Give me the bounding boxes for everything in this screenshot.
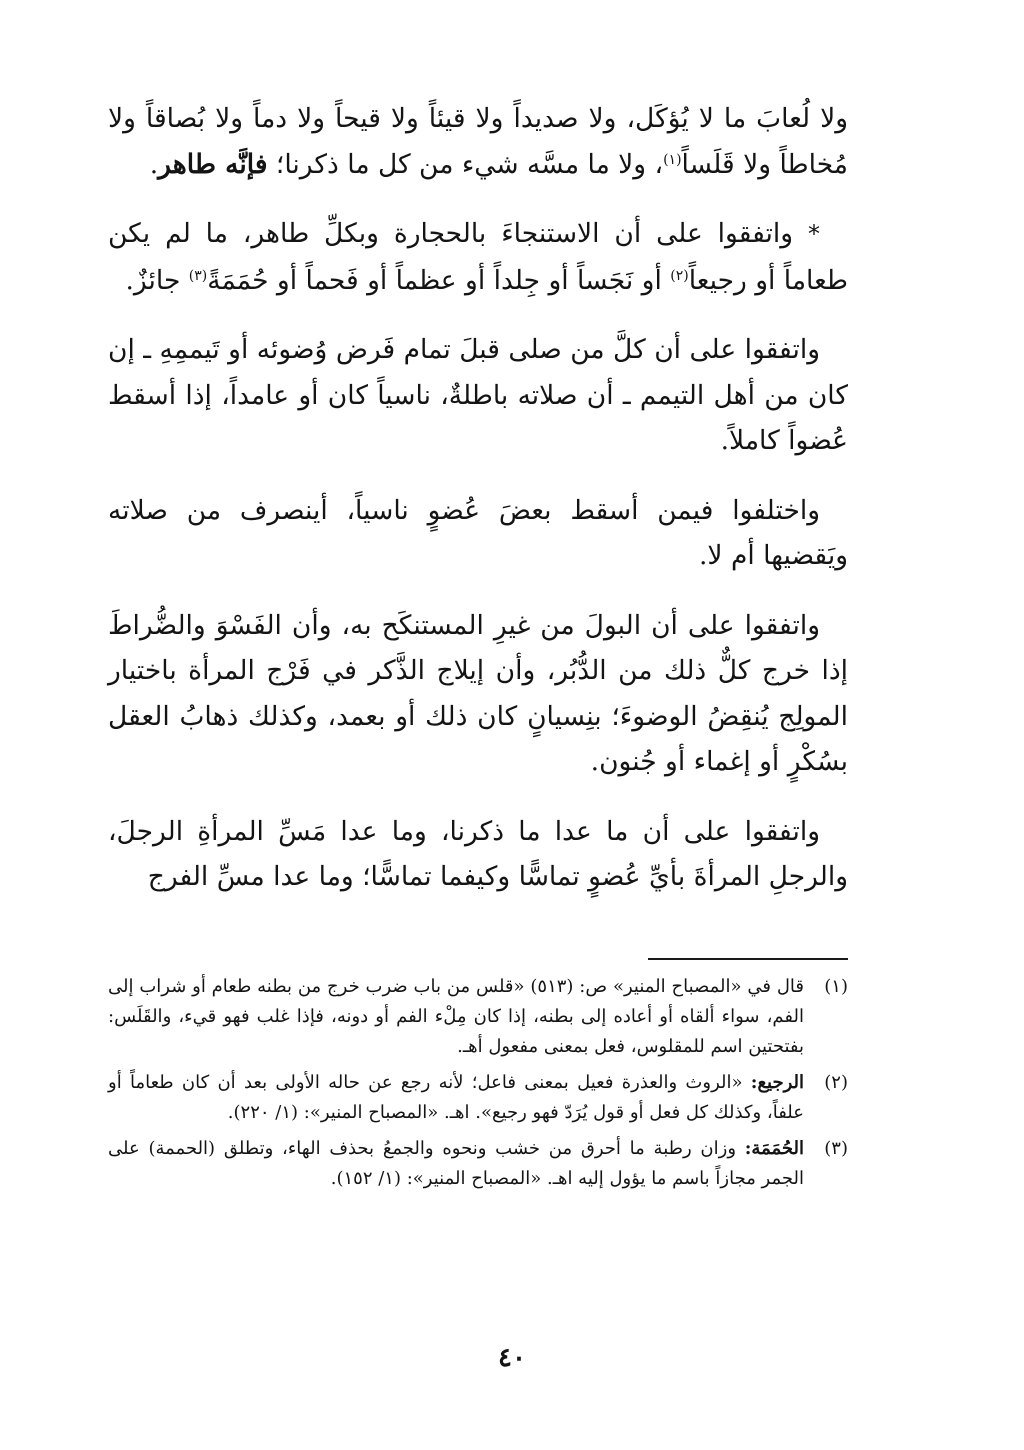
footnote-divider xyxy=(648,958,848,960)
footnote-number: (٣) xyxy=(824,1138,848,1159)
footnote-1 xyxy=(108,972,848,1062)
paragraph-2-text-mid: أو نَجَساً أو جِلداً أو عظماً أو فَحماً أو حُمَمَةً xyxy=(207,264,671,296)
star-marker: * xyxy=(808,220,820,248)
paragraph-4: واختلفوا فيمن أسقط بعضَ عُضوٍ ناسياً، أينصرف من صلاته ويَقضيها أم لا. xyxy=(108,494,848,571)
footnotes xyxy=(108,972,848,1200)
paragraph-2 xyxy=(108,211,848,303)
footnote-text: «الروث والعذرة فعيل بمعنى فاعل؛ لأنه رجع عن حاله الأولى بعد أن كان طعاماً أو علفاً، وكذلك كل فعل أو قول يُرَدّ فهو رجيع». اهـ. «المصباح المنير»: (١/ ٢٢٠). xyxy=(108,1072,804,1123)
footnote-ref-1: (١) xyxy=(663,151,682,168)
paragraph-2-text: واتفقوا على أن الاستنجاءَ بالحجارة وبكلِّ طاهر، ما لم يكن طعاماً أو رجيعاً xyxy=(108,218,848,296)
paragraph-6: واتفقوا على أن ما عدا ما ذكرنا، وما عدا مَسِّ المرأةِ الرجلَ، والرجلِ المرأةَ بأيِّ عُضوٍ تماسًّا وكيفما تماسًّا؛ وما عدا مسِّ الفرج xyxy=(108,815,848,892)
footnote-number: (٢) xyxy=(824,1072,848,1093)
paragraph-1-text-cont: ، ولا ما مسَّه شيء من كل ما ذكرنا؛ xyxy=(275,148,664,180)
page-number: ٤٠ xyxy=(498,1343,526,1373)
footnote-text: قال في «المصباح المنير» ص: (٥١٣) «قلس من باب ضرب خرج من بطنه طعام أو شراب إلى الفم، سواء ألقاه أو أعاده إلى بطنه، إذا كان مِلْء الفم أو دونه، فإذا غلب فهو قيء، والقَلَس: بفتحتين اسم للمقلوس، فعل بمعنى مفعول أهـ. xyxy=(108,976,804,1057)
footnote-3 xyxy=(108,1134,848,1194)
paragraph-1-bold: فإنَّه طاهر xyxy=(158,148,268,180)
footnote-term: الرجيع: xyxy=(750,1072,804,1093)
main-text xyxy=(108,96,848,924)
footnote-body xyxy=(108,1068,804,1128)
paragraph-5: واتفقوا على أن البولَ من غيرِ المستنكَح به، وأن الفَسْوَ والضُّراطَ إذا خرج كلٌّ ذلك من الدُّبُر، وأن إيلاج الذَّكر في فَرْج المرأة باختيار المولِج يُنقِضُ الوضوءَ؛ بنِسيانٍ كان ذلك أو بعمد، وكذلك ذهابُ العقل بسُكْرٍ أو إغماء أو جُنون. xyxy=(108,609,848,777)
footnote-body xyxy=(108,972,804,1062)
footnote-body xyxy=(108,1134,804,1194)
paragraph-1-text: ولا لُعابَ ما لا يُؤكَل، ولا صديداً ولا قيئاً ولا قيحاً ولا دماً ولا بُصاقاً ولا مُخاطاً ولا قَلَساً xyxy=(108,103,848,180)
footnote-term: الحُمَمَة: xyxy=(744,1138,804,1159)
footnote-2 xyxy=(108,1068,848,1128)
paragraph-1-end: . xyxy=(149,148,159,180)
paragraph-2-text-end: جائزٌ. xyxy=(125,264,189,296)
footnote-text: وزان رطبة ما أحرق من خشب ونحوه والجمعُ بحذف الهاء، وتطلق (الحممة) على الجمر مجازاً باسم ما يؤول إليه اهـ. «المصباح المنير»: (١/ ١٥٢). xyxy=(108,1138,804,1189)
footnote-number: (١) xyxy=(824,976,848,997)
footnote-ref-3: (٣) xyxy=(188,267,208,284)
paragraph-1 xyxy=(108,96,848,187)
footnote-ref-2: (٢) xyxy=(670,267,689,284)
paragraph-3: واتفقوا على أن كلَّ من صلى قبلَ تمام فَرض وُضوئه أو تَيممِهِ ـ إن كان من أهل التيمم ـ أن صلاته باطلةٌ، ناسياً كان أو عامداً، إذا أسقط عُضواً كاملاً. xyxy=(108,334,848,456)
